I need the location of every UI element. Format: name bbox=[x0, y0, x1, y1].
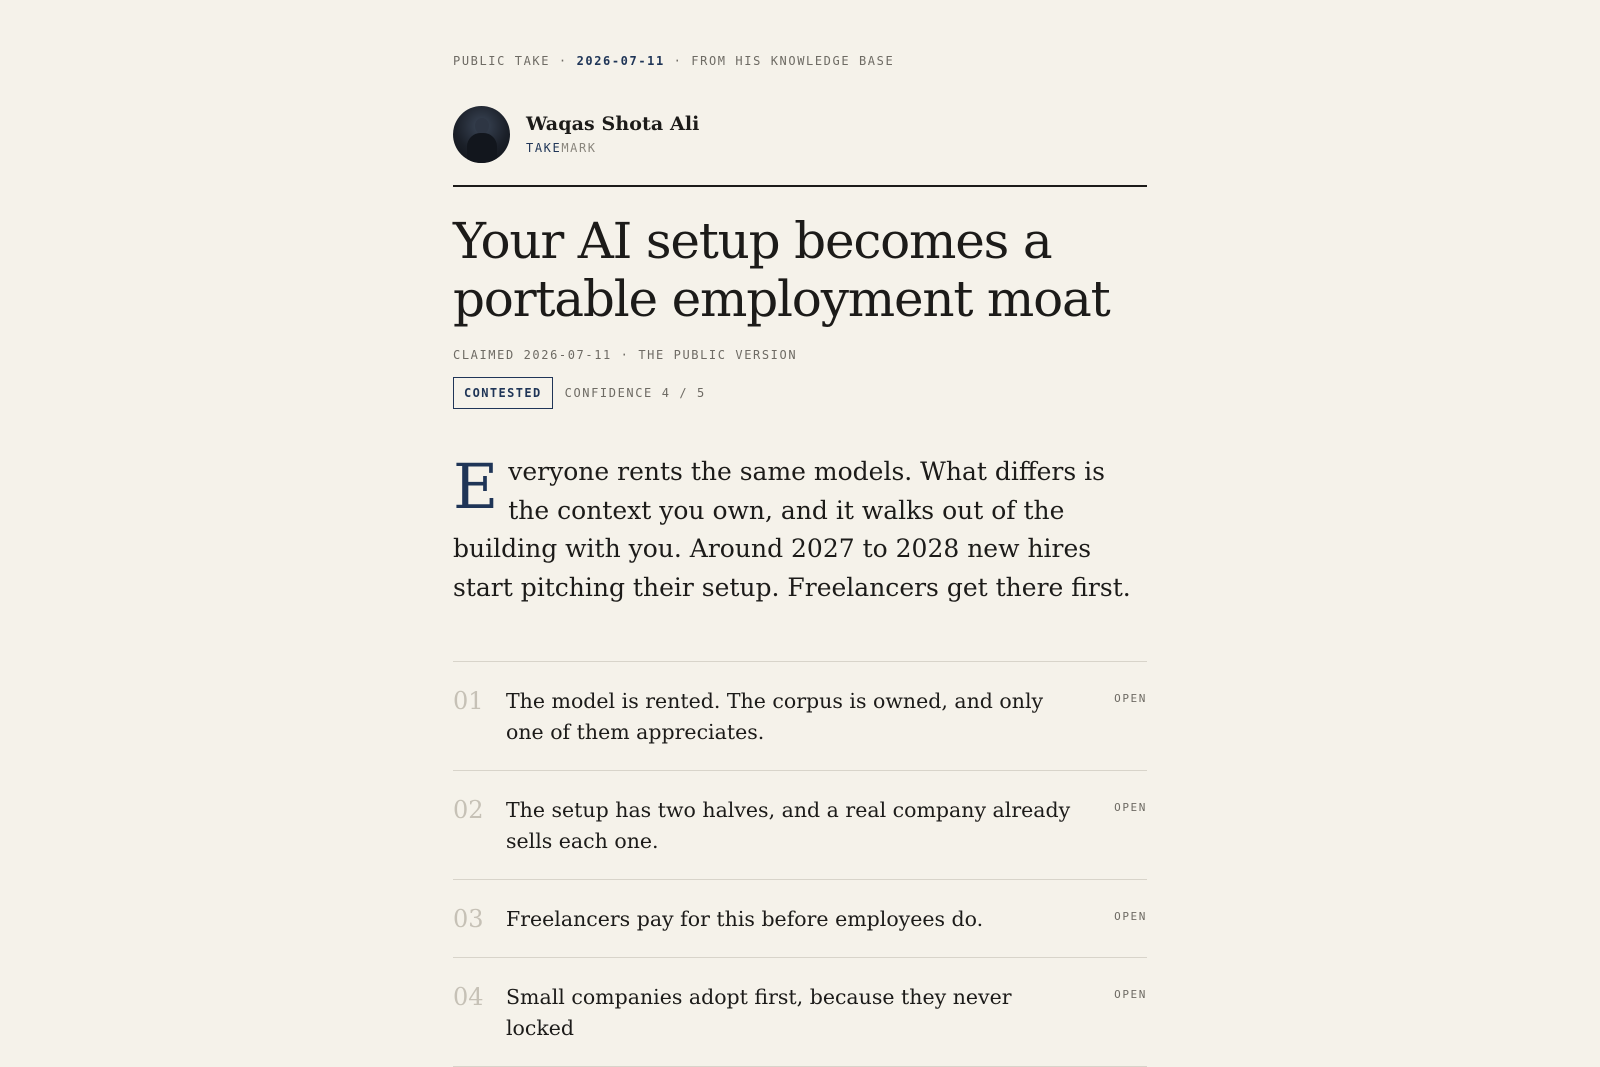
lede-text: veryone rents the same models. What differs is the context you own, and it walks out of the building with you. Around 2027 to 2028 new hires start pitching their setup. Freelancers get there first. bbox=[453, 457, 1131, 602]
claim-item[interactable] bbox=[453, 880, 1147, 958]
page-title: Your AI setup becomes a portable employment moat bbox=[453, 212, 1110, 328]
kicker bbox=[453, 54, 894, 68]
brand-rest: MARK bbox=[561, 141, 597, 156]
brand-highlight: TAKE bbox=[526, 141, 562, 156]
claim-number: 03 bbox=[453, 905, 484, 933]
kicker-separator: · bbox=[664, 54, 692, 68]
claims-list bbox=[453, 661, 1147, 1067]
status-row bbox=[453, 377, 706, 409]
status-badge: CONTESTED bbox=[453, 377, 553, 409]
kicker-label: PUBLIC TAKE bbox=[453, 54, 551, 68]
author-name[interactable]: Waqas Shota Ali bbox=[526, 112, 700, 135]
claim-item[interactable] bbox=[453, 662, 1147, 771]
author-text bbox=[526, 113, 700, 156]
header-divider bbox=[453, 185, 1147, 187]
claim-text: The model is rented. The corpus is owned, and only one of them appreciates. bbox=[506, 689, 1044, 744]
avatar-shoulders bbox=[467, 133, 497, 163]
avatar-portrait-icon[interactable] bbox=[453, 106, 510, 163]
claim-number: 02 bbox=[453, 796, 484, 824]
kicker-separator: · bbox=[550, 54, 577, 68]
drop-cap: E bbox=[453, 450, 499, 523]
kicker-date: 2026-07-11 bbox=[576, 54, 665, 68]
claim-number: 01 bbox=[453, 687, 484, 715]
claim-text: The setup has two halves, and a real company already sells each one. bbox=[506, 798, 1071, 853]
lede-paragraph bbox=[453, 450, 1147, 607]
claim-number: 04 bbox=[453, 983, 484, 1011]
claim-open-link[interactable]: OPEN bbox=[1114, 801, 1147, 814]
claimed-meta: CLAIMED 2026-07-11 · THE PUBLIC VERSION bbox=[453, 348, 798, 362]
kicker-source: FROM HIS KNOWLEDGE BASE bbox=[691, 54, 895, 68]
claim-item[interactable] bbox=[453, 771, 1147, 880]
claim-text: Freelancers pay for this before employees do. bbox=[506, 907, 984, 931]
claim-open-link[interactable]: OPEN bbox=[1114, 692, 1147, 705]
brand-wordmark[interactable] bbox=[526, 141, 700, 155]
claim-open-link[interactable]: OPEN bbox=[1114, 988, 1147, 1001]
confidence-rating: CONFIDENCE 4 / 5 bbox=[564, 386, 706, 400]
claim-item[interactable] bbox=[453, 958, 1147, 1067]
claim-text: Small companies adopt first, because they never locked bbox=[506, 985, 1012, 1040]
author-block[interactable] bbox=[453, 106, 700, 162]
avatar-head bbox=[475, 118, 489, 134]
claim-open-link[interactable]: OPEN bbox=[1114, 910, 1147, 923]
